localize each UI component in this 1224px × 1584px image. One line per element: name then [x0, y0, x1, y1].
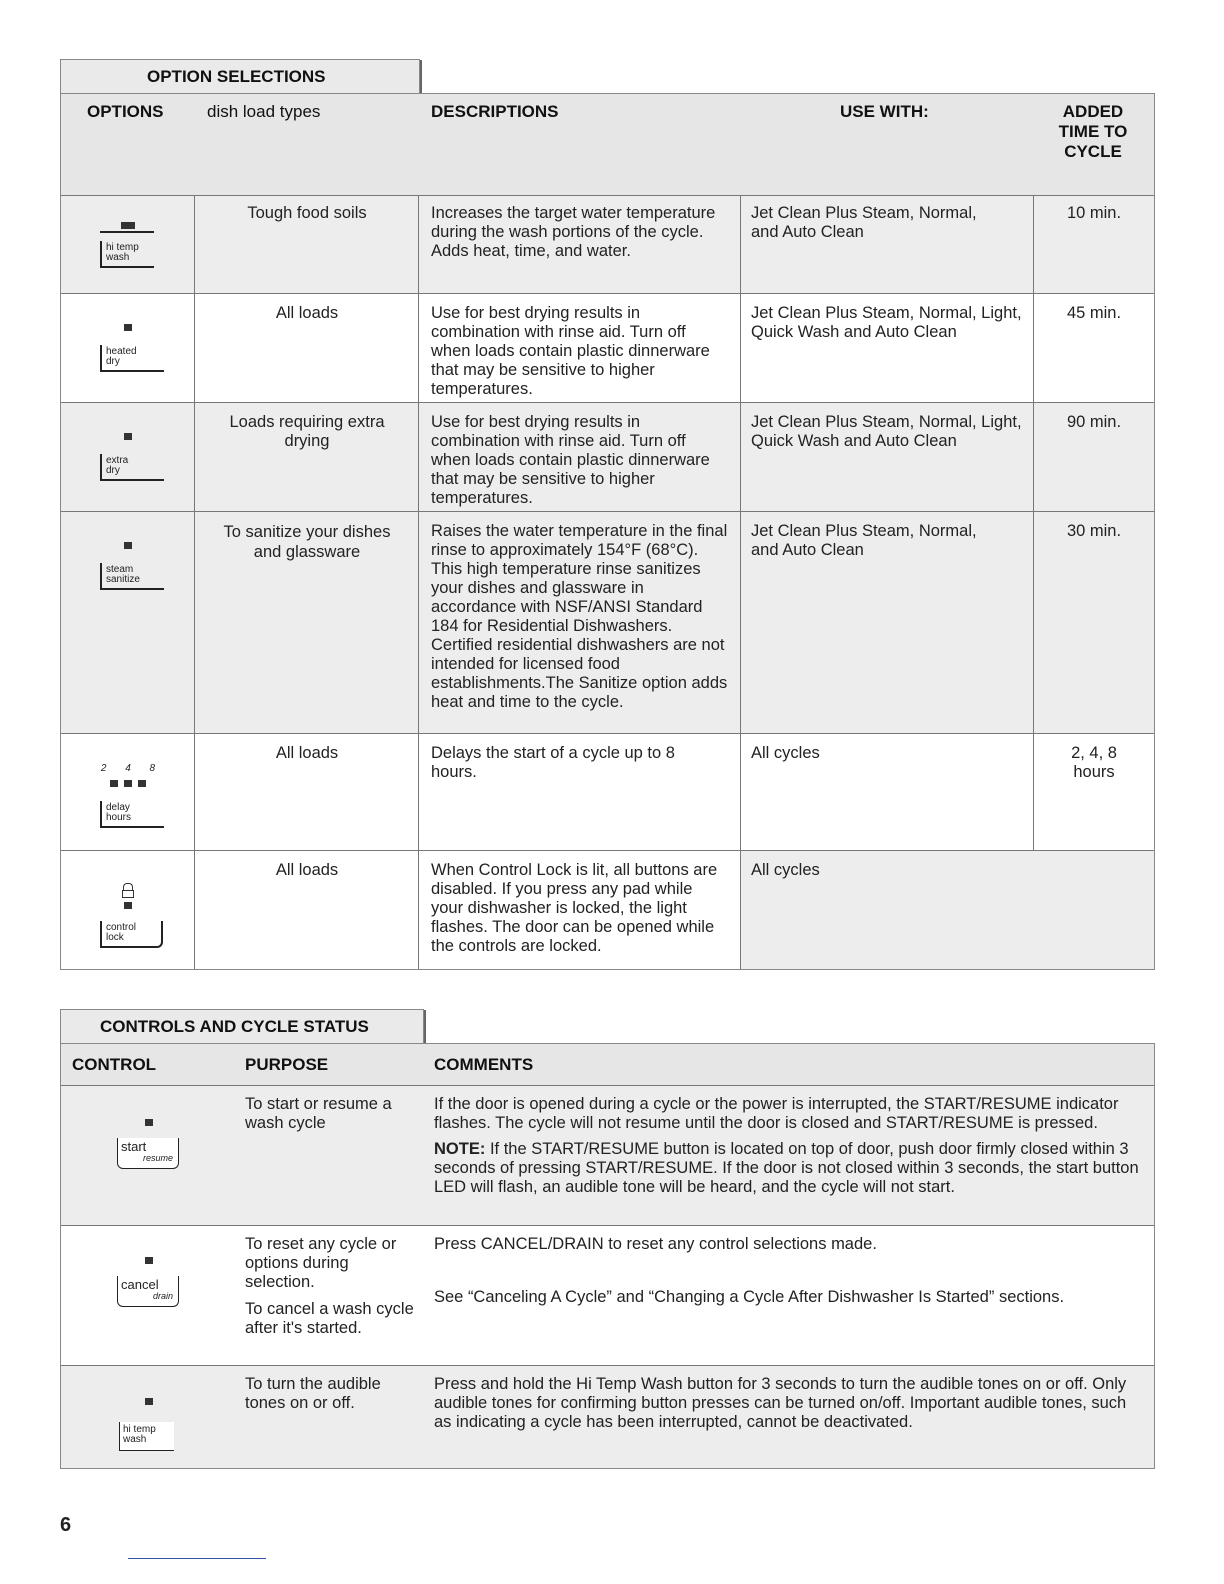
icon-label: lock [106, 932, 124, 943]
extra-dry-icon [61, 433, 195, 481]
header-options: OPTIONS [87, 102, 164, 121]
icon-label: extra [106, 455, 129, 466]
load-type: Tough food soils [247, 204, 367, 222]
start-resume-button-icon [117, 1138, 179, 1169]
control-comment: Press and hold the Hi Temp Wash button for 3 seconds to turn the audible tones on or off. Only audible tones for confirming button presses can be turned on/off. Important audible tones, such as indicating a cycle has been interrupted, cannot be deactivated. [434, 1375, 1127, 1431]
icon-label: dry [106, 465, 120, 476]
use-with: Jet Clean Plus Steam, Normal, and Auto Clean [751, 204, 977, 241]
delay-hour-values: 2 4 8 [100, 763, 164, 774]
control-lock-icon [61, 883, 195, 948]
control-row-start-resume [61, 1086, 1154, 1226]
cancel-drain-button-icon [117, 1276, 179, 1307]
icon-label: cancel [121, 1277, 159, 1292]
page-number: 6 [60, 1514, 72, 1536]
load-type: Loads requiring extra drying [229, 413, 385, 450]
option-selections-title: OPTION SELECTIONS [147, 67, 326, 86]
lock-icon [123, 883, 133, 890]
controls-status-tab [60, 1009, 424, 1043]
hi-temp-led [145, 1398, 153, 1405]
purpose-text-2: To cancel a wash cycle after it's started. [245, 1300, 414, 1337]
load-type: All loads [275, 861, 339, 879]
option-table-header [61, 94, 1154, 196]
comment-text-2: See “Canceling A Cycle” and “Changing a Cycle After Dishwasher Is Started” sections. [434, 1288, 1065, 1306]
icon-label: hi temp [106, 242, 139, 253]
header-purpose: PURPOSE [245, 1055, 329, 1074]
added-time: 10 min. [1066, 204, 1122, 222]
control-comment [434, 1086, 1144, 1225]
use-with: All cycles [751, 744, 820, 762]
delay-hours-icon [61, 763, 195, 828]
use-with: Jet Clean Plus Steam, Normal, Light, Quick Wash and Auto Clean [751, 413, 1022, 450]
control-comment [434, 1226, 1144, 1365]
use-with: Jet Clean Plus Steam, Normal, Light, Quick Wash and Auto Clean [751, 304, 1022, 341]
control-purpose [245, 1226, 420, 1365]
header-use-with: USE WITH: [840, 102, 929, 121]
option-description: When Control Lock is lit, all buttons are disabled. If you press any pad while your dishwasher is locked, the light flashes. The door can be opened while the controls are locked. [431, 861, 718, 955]
option-selections-tab [60, 59, 420, 93]
cancel-drain-led [145, 1257, 153, 1264]
icon-label: dry [106, 356, 120, 367]
controls-status-table [60, 1043, 1155, 1469]
footer-link-line [128, 1558, 266, 1559]
icon-label: hi temp [123, 1424, 156, 1435]
purpose-text: To reset any cycle or options during selection. [245, 1235, 397, 1291]
control-purpose: To turn the audible tones on or off. [245, 1375, 381, 1412]
header-descriptions: DESCRIPTIONS [431, 102, 559, 121]
load-type: All loads [275, 304, 339, 322]
control-row-audible-tones [61, 1366, 1154, 1468]
icon-label: hours [106, 812, 132, 823]
icon-label: delay [106, 802, 130, 813]
option-description: Raises the water temperature in the final rinse to approximately 154°F (68°C). This high temperature rinse sanitizes your dishes and glassware in accordance with NSF/ANSI Standard 184 for Residential Dishwashers. Certified residential dishwashers are not intended for licensed food establishments.The Sanitize option adds heat and time to the cycle. [431, 522, 728, 711]
header-added-time: ADDED TIME TO CYCLE [1058, 102, 1128, 161]
heated-dry-icon [61, 324, 195, 372]
option-row-delay-hours [61, 734, 1154, 851]
icon-label: control [106, 922, 137, 933]
icon-label: steam [106, 564, 134, 575]
option-row-extra-dry [61, 403, 1154, 512]
option-row-steam-sanitize [61, 512, 1154, 734]
icon-label: sanitize [106, 574, 140, 585]
icon-label: resume [142, 1153, 173, 1163]
option-description: Increases the target water temperature during the wash portions of the cycle. Adds heat, time, and water. [431, 204, 716, 260]
start-resume-icon [145, 1119, 153, 1126]
option-row-hi-temp-wash [61, 196, 1154, 294]
hi-temp-wash-button-icon [119, 1422, 174, 1451]
added-time: 45 min. [1066, 304, 1122, 322]
control-row-cancel-drain [61, 1226, 1154, 1366]
option-row-control-lock [61, 851, 1154, 969]
option-description: Use for best drying results in combination with rinse aid. Turn off when loads contain plastic dinnerware that may be sensitive to higher temperatures. [431, 413, 710, 507]
hi-temp-wash-icon [61, 222, 195, 268]
controls-status-title: CONTROLS AND CYCLE STATUS [100, 1017, 369, 1036]
icon-label: wash [123, 1434, 147, 1445]
icon-label: heated [106, 346, 137, 357]
steam-sanitize-icon [61, 542, 195, 590]
option-row-heated-dry [61, 294, 1154, 403]
header-load-types: dish load types [207, 102, 321, 121]
header-control: CONTROL [72, 1055, 157, 1074]
load-type: All loads [275, 744, 339, 762]
use-with: All cycles [741, 851, 1154, 969]
icon-label: start [121, 1139, 147, 1154]
option-description: Use for best drying results in combination with rinse aid. Turn off when loads contain plastic dinnerware that may be sensitive to higher temperatures. [431, 304, 710, 398]
comment-text: If the door is opened during a cycle or the power is interrupted, the START/RESUME indicator flashes. The cycle will not resume until the door is closed and START/RESUME is pressed. [434, 1095, 1119, 1132]
note-text: If the START/RESUME button is located on top of door, push door firmly closed within 3 seconds of pressing START/RESUME. If the door is not closed within 3 seconds, the start button LED will flash, an audible tone will be heard, and the cycle will not start. [434, 1140, 1139, 1196]
added-time: 30 min. [1066, 522, 1122, 540]
added-time: 2, 4, 8 hours [1071, 744, 1117, 781]
option-selections-table [60, 93, 1155, 970]
icon-label: drain [152, 1291, 173, 1301]
comment-text: Press CANCEL/DRAIN to reset any control selections made. [434, 1235, 877, 1253]
use-with: Jet Clean Plus Steam, Normal, and Auto Clean [751, 522, 977, 559]
header-comments: COMMENTS [434, 1055, 534, 1074]
control-purpose: To start or resume a wash cycle [245, 1095, 392, 1132]
note-label: NOTE: [434, 1140, 486, 1158]
icon-label: wash [106, 252, 130, 263]
load-type: To sanitize your dishes and glassware [223, 523, 391, 561]
added-time: 90 min. [1066, 413, 1122, 431]
option-description: Delays the start of a cycle up to 8 hours. [431, 744, 675, 781]
controls-table-header [61, 1044, 1154, 1086]
